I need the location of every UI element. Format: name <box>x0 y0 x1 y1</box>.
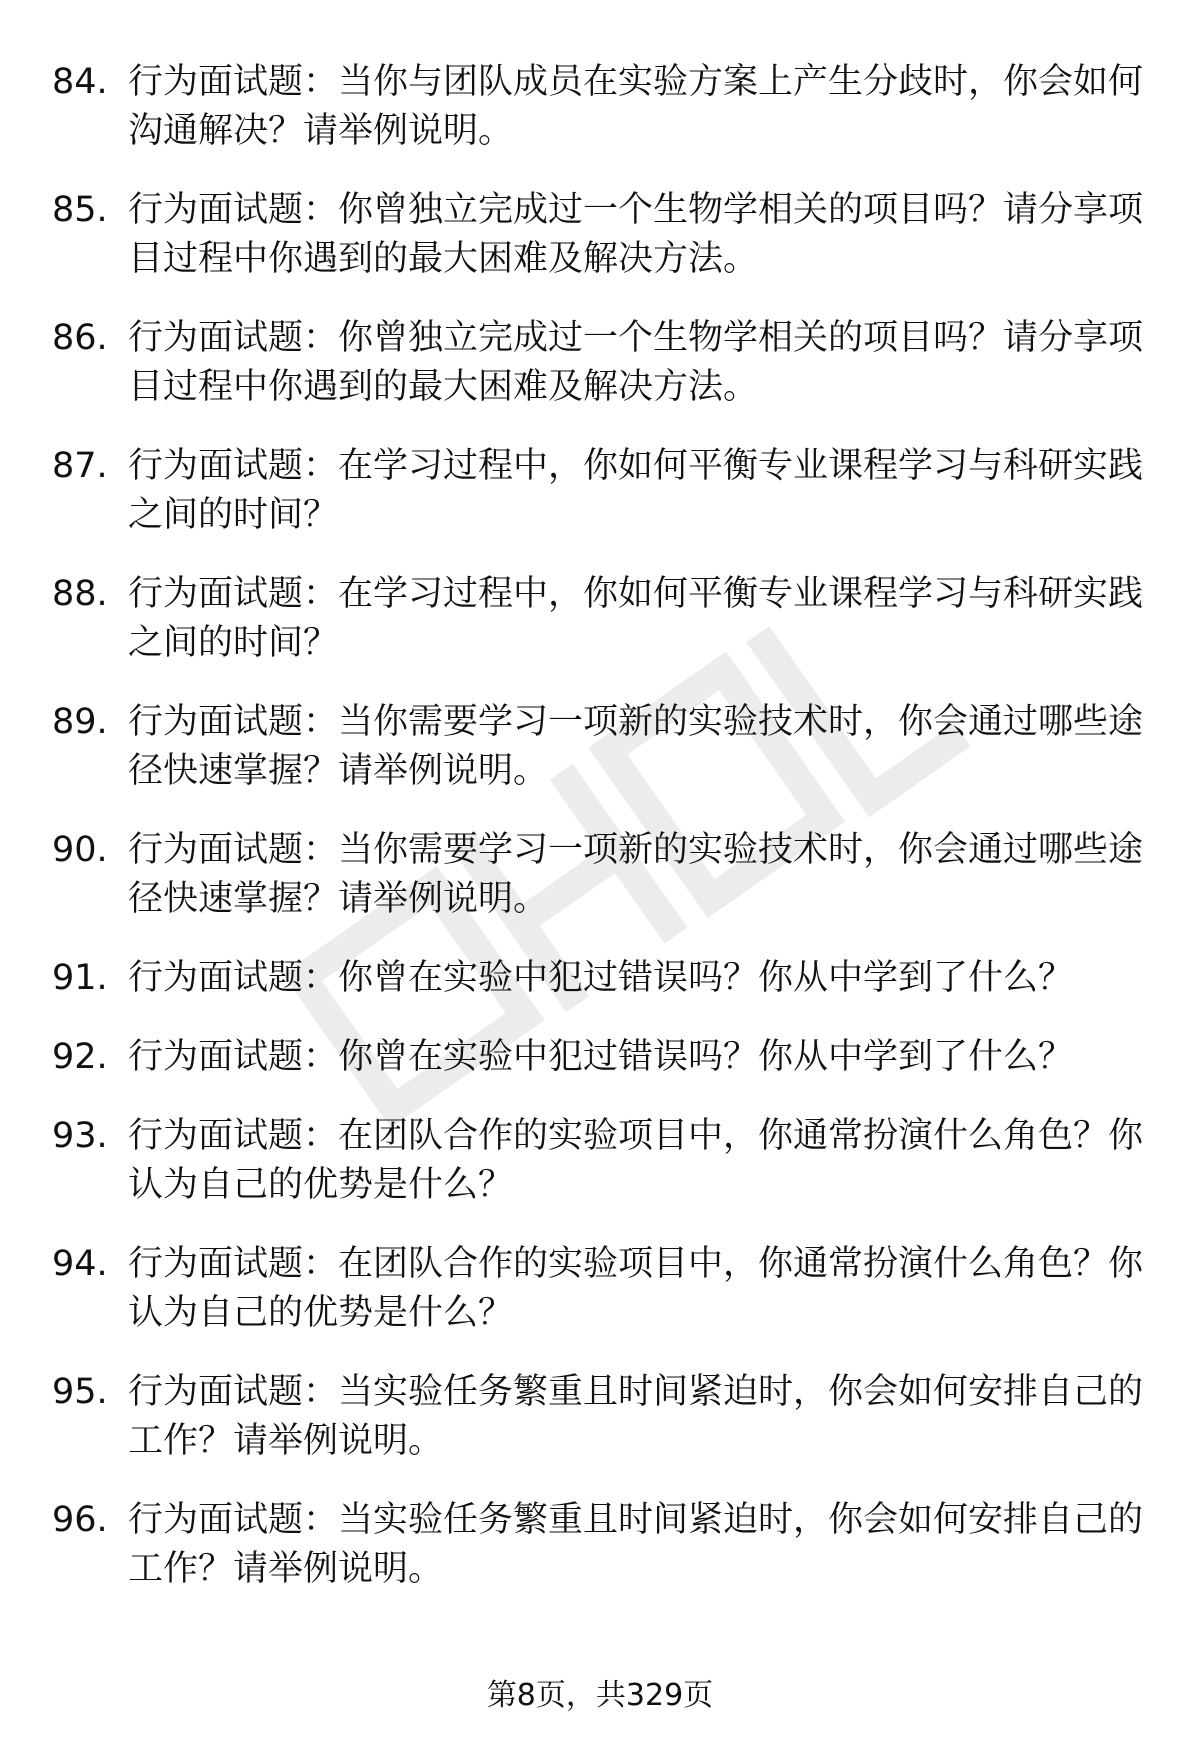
question-number: 87. <box>52 446 108 486</box>
list-item <box>52 442 1152 540</box>
list-item <box>52 314 1152 412</box>
page-footer: 第8页，共329页 <box>486 1678 714 1713</box>
question-number: 93. <box>52 1116 108 1156</box>
question-text: 行为面试题：当你需要学习一项新的实验技术时，你会通过哪些途径快速掌握？请举例说明。 <box>128 702 1144 791</box>
question-text: 行为面试题：当你与团队成员在实验方案上产生分歧时，你会如何沟通解决？请举例说明。 <box>128 62 1144 151</box>
list-item <box>52 58 1152 156</box>
list-item <box>52 1112 1152 1210</box>
question-number: 95. <box>52 1372 108 1412</box>
list-item <box>52 698 1152 796</box>
list-item <box>52 1033 1152 1082</box>
question-text: 行为面试题：你曾独立完成过一个生物学相关的项目吗？请分享项目过程中你遇到的最大困难及解决方法。 <box>128 318 1144 407</box>
list-item <box>52 186 1152 284</box>
question-number: 96. <box>52 1500 108 1540</box>
question-text: 行为面试题：当实验任务繁重且时间紧迫时，你会如何安排自己的工作？请举例说明。 <box>128 1500 1144 1589</box>
question-text: 行为面试题：当实验任务繁重且时间紧迫时，你会如何安排自己的工作？请举例说明。 <box>128 1372 1144 1461</box>
question-text: 行为面试题：当你需要学习一项新的实验技术时，你会通过哪些途径快速掌握？请举例说明。 <box>128 830 1144 919</box>
question-text: 行为面试题：在学习过程中，你如何平衡专业课程学习与科研实践之间的时间？ <box>128 446 1144 535</box>
question-number: 94. <box>52 1244 108 1284</box>
question-number: 86. <box>52 318 108 358</box>
list-item <box>52 1368 1152 1466</box>
question-text: 行为面试题：在团队合作的实验项目中，你通常扮演什么角色？你认为自己的优势是什么？ <box>128 1244 1144 1333</box>
question-number: 90. <box>52 830 108 870</box>
question-number: 85. <box>52 190 108 230</box>
list-item <box>52 1496 1152 1594</box>
question-number: 91. <box>52 958 108 998</box>
question-number: 92. <box>52 1037 108 1077</box>
question-text: 行为面试题：你曾在实验中犯过错误吗？你从中学到了什么？ <box>128 1037 1074 1077</box>
question-number: 84. <box>52 62 108 102</box>
question-text: 行为面试题：你曾在实验中犯过错误吗？你从中学到了什么？ <box>128 958 1074 998</box>
question-number: 88. <box>52 574 108 614</box>
question-list <box>52 58 1152 1624</box>
question-text: 行为面试题：你曾独立完成过一个生物学相关的项目吗？请分享项目过程中你遇到的最大困难及解决方法。 <box>128 190 1144 279</box>
list-item <box>52 826 1152 924</box>
list-item <box>52 954 1152 1003</box>
question-text: 行为面试题：在学习过程中，你如何平衡专业课程学习与科研实践之间的时间？ <box>128 574 1144 663</box>
list-item <box>52 1240 1152 1338</box>
question-number: 89. <box>52 702 108 742</box>
question-text: 行为面试题：在团队合作的实验项目中，你通常扮演什么角色？你认为自己的优势是什么？ <box>128 1116 1144 1205</box>
list-item <box>52 570 1152 668</box>
